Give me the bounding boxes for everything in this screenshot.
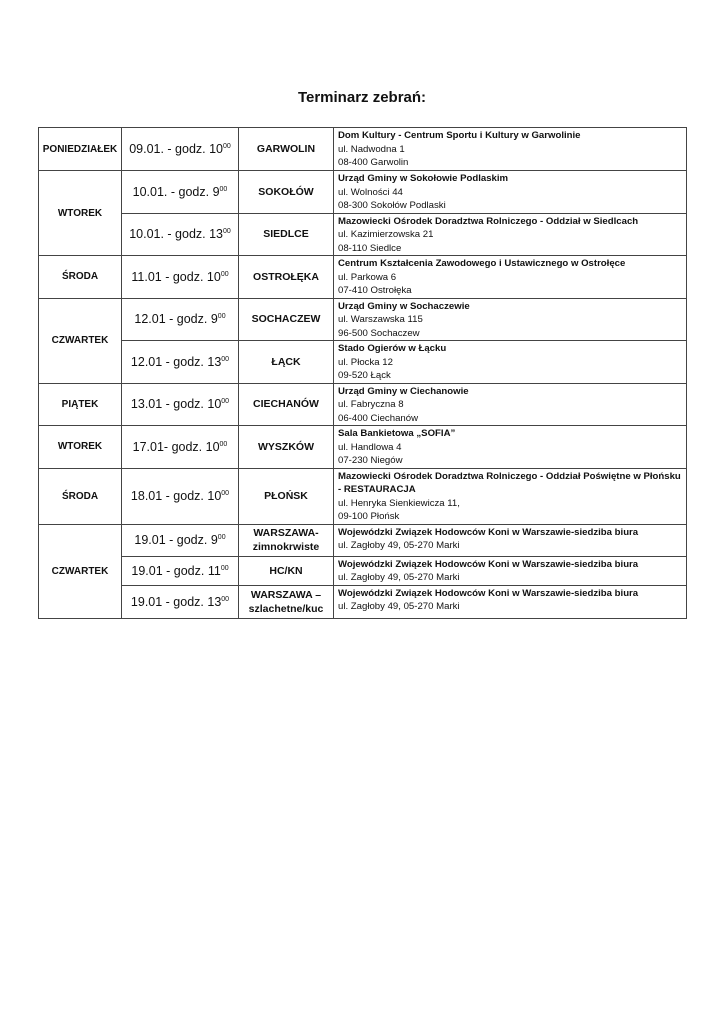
address-cell: [334, 585, 687, 618]
address-line: ul. Warszawska 115: [338, 314, 423, 325]
address-line: ul. Płocka 12: [338, 356, 393, 368]
day-cell: ŚRODA: [39, 468, 122, 524]
time-minutes: 00: [217, 313, 226, 321]
table-row: [39, 524, 687, 556]
city-cell: [239, 213, 334, 256]
time-minutes: 00: [221, 398, 230, 406]
city-line: WARSZAWA –: [250, 588, 322, 601]
time-minutes: 00: [221, 489, 230, 497]
address-cell: [334, 213, 687, 256]
table-row: [39, 383, 687, 426]
table-row: [39, 556, 687, 585]
venue-name: Urząd Gminy w Sochaczewie: [338, 300, 470, 312]
venue-name: Urząd Gminy w Ciechanowie: [338, 385, 469, 397]
address-line: 08-300 Sokołów Podlaski: [338, 200, 446, 211]
address-cell: [334, 341, 687, 384]
address-line: 07-410 Ostrołęka: [338, 285, 412, 296]
date-cell: [122, 468, 239, 524]
city-line: zimnokrwiste: [252, 541, 320, 553]
address-line: ul. Zagłoby 49, 05-270 Marki: [338, 601, 460, 612]
date-text: 10.01. - godz. 9: [132, 184, 220, 199]
venue-name: Sala Bankietowa „SOFIA”: [338, 428, 456, 439]
address-cell: [334, 468, 687, 524]
city-line: ŁĄCK: [271, 355, 301, 368]
table-row: [39, 171, 687, 214]
date-text: 13.01 - godz. 10: [130, 397, 222, 412]
time-minutes: 00: [223, 142, 231, 150]
city-line: CIECHANÓW: [253, 398, 319, 411]
city-line: SIEDLCE: [263, 228, 309, 241]
city-line: szlachetne/kuc: [248, 602, 324, 615]
date-cell: [122, 171, 239, 214]
table-row: [39, 468, 687, 524]
address-cell: [334, 298, 687, 341]
table-row: [39, 298, 687, 341]
address-line: ul. Handlowa 4: [338, 441, 402, 453]
date-text: 09.01. - godz. 10: [129, 142, 224, 156]
address-line: ul. Wolności 44: [338, 186, 403, 198]
address-line: 09-100 Płońsk: [338, 511, 400, 522]
table-row: [39, 256, 687, 299]
address-line: 09-520 Łąck: [338, 370, 391, 381]
venue-name: - RESTAURACJA: [338, 484, 416, 495]
city-line: OSTROŁĘKA: [253, 270, 319, 283]
time-minutes: 00: [223, 228, 231, 236]
city-line: SOKOŁÓW: [258, 185, 314, 198]
time-minutes: 00: [221, 595, 230, 603]
date-text: 12.01 - godz. 13: [130, 354, 222, 369]
date-cell: [122, 128, 239, 171]
table-row: [39, 585, 687, 618]
city-cell: [239, 383, 334, 426]
city-line: WYSZKÓW: [258, 440, 314, 453]
date-cell: [122, 383, 239, 426]
table-row: [39, 426, 687, 469]
address-line: 08-400 Garwolin: [338, 157, 409, 168]
city-cell: [239, 341, 334, 384]
venue-name: Wojewódzki Związek Hodowców Koni w Warszawie-siedziba biura: [338, 526, 639, 538]
date-text: 19.01 - godz. 13: [130, 594, 222, 609]
date-text: 12.01 - godz. 9: [134, 312, 218, 327]
address-cell: [334, 383, 687, 426]
day-cell: CZWARTEK: [39, 524, 122, 618]
address-cell: [334, 524, 687, 556]
date-cell: [122, 256, 239, 299]
city-line: PŁOŃSK: [264, 490, 308, 502]
venue-name: Stado Ogierów w Łącku: [338, 343, 447, 354]
date-text: 19.01 - godz. 11: [131, 563, 221, 578]
address-cell: [334, 426, 687, 469]
day-cell: PIĄTEK: [39, 383, 122, 426]
city-cell: [239, 298, 334, 341]
date-text: 19.01 - godz. 9: [134, 533, 218, 547]
venue-name: Dom Kultury - Centrum Sportu i Kultury w Garwolinie: [338, 130, 581, 141]
venue-name: Centrum Kształcenia Zawodowego i Ustawicznego w Ostrołęce: [338, 258, 626, 269]
date-text: 17.01- godz. 10: [132, 439, 220, 454]
day-cell: WTOREK: [39, 426, 122, 469]
date-cell: [122, 341, 239, 384]
city-line: HC/KN: [269, 564, 303, 577]
address-line: ul. Parkowa 6: [338, 271, 397, 283]
address-cell: [334, 171, 687, 214]
address-line: 07-230 Niegów: [338, 455, 403, 466]
city-line: GARWOLIN: [256, 143, 316, 155]
city-cell: [239, 468, 334, 524]
address-line: ul. Fabryczna 8: [338, 399, 404, 410]
venue-name: Wojewódzki Związek Hodowców Koni w Warszawie-siedziba biura: [338, 558, 639, 570]
city-cell: [239, 256, 334, 299]
address-cell: [334, 256, 687, 299]
address-line: ul. Nadwodna 1: [338, 143, 405, 155]
address-line: ul. Henryka Sienkiewicza 11,: [338, 497, 460, 509]
venue-name: Mazowiecki Ośrodek Doradztwa Rolniczego - Oddział Poświętne w Płońsku: [338, 470, 681, 482]
address-line: ul. Zagłoby 49, 05-270 Marki: [338, 572, 460, 583]
date-cell: [122, 298, 239, 341]
city-cell: [239, 128, 334, 171]
date-text: 18.01 - godz. 10: [130, 489, 222, 503]
page-title: Terminarz zebrań:: [297, 89, 427, 106]
time-minutes: 00: [217, 533, 226, 541]
address-line: 08-110 Siedlce: [338, 242, 402, 254]
address-cell: [334, 556, 687, 585]
date-cell: [122, 585, 239, 618]
schedule-table: [38, 127, 687, 619]
time-minutes: 00: [220, 564, 229, 572]
date-cell: [122, 426, 239, 469]
address-line: 06-400 Ciechanów: [338, 412, 419, 424]
day-cell: PONIEDZIAŁEK: [39, 128, 122, 171]
address-line: ul. Zagłoby 49, 05-270 Marki: [338, 540, 460, 551]
city-line: WARSZAWA-: [253, 527, 319, 539]
time-minutes: 00: [220, 270, 229, 278]
address-line: ul. Kazimierzowska 21: [338, 229, 434, 240]
venue-name: Wojewódzki Związek Hodowców Koni w Warszawie-siedziba biura: [338, 587, 639, 599]
time-minutes: 00: [221, 355, 230, 363]
city-line: SOCHACZEW: [251, 313, 321, 326]
city-cell: [239, 426, 334, 469]
date-text: 10.01. - godz. 13: [129, 227, 224, 242]
city-cell: [239, 556, 334, 585]
time-minutes: 00: [219, 440, 228, 448]
venue-name: Urząd Gminy w Sokołowie Podlaskim: [338, 173, 509, 184]
address-line: 96-500 Sochaczew: [338, 327, 420, 339]
table-row: [39, 128, 687, 171]
table-row: [39, 213, 687, 256]
time-minutes: 00: [219, 185, 228, 193]
day-cell: CZWARTEK: [39, 298, 122, 383]
date-text: 11.01 - godz. 10: [131, 269, 221, 284]
date-cell: [122, 213, 239, 256]
venue-name: Mazowiecki Ośrodek Doradztwa Rolniczego - Oddział w Siedlcach: [338, 215, 639, 227]
table-row: [39, 341, 687, 384]
day-cell: WTOREK: [39, 171, 122, 256]
day-cell: ŚRODA: [39, 256, 122, 299]
city-cell: [239, 585, 334, 618]
date-cell: [122, 524, 239, 556]
address-cell: [334, 128, 687, 171]
date-cell: [122, 556, 239, 585]
city-cell: [239, 524, 334, 556]
city-cell: [239, 171, 334, 214]
